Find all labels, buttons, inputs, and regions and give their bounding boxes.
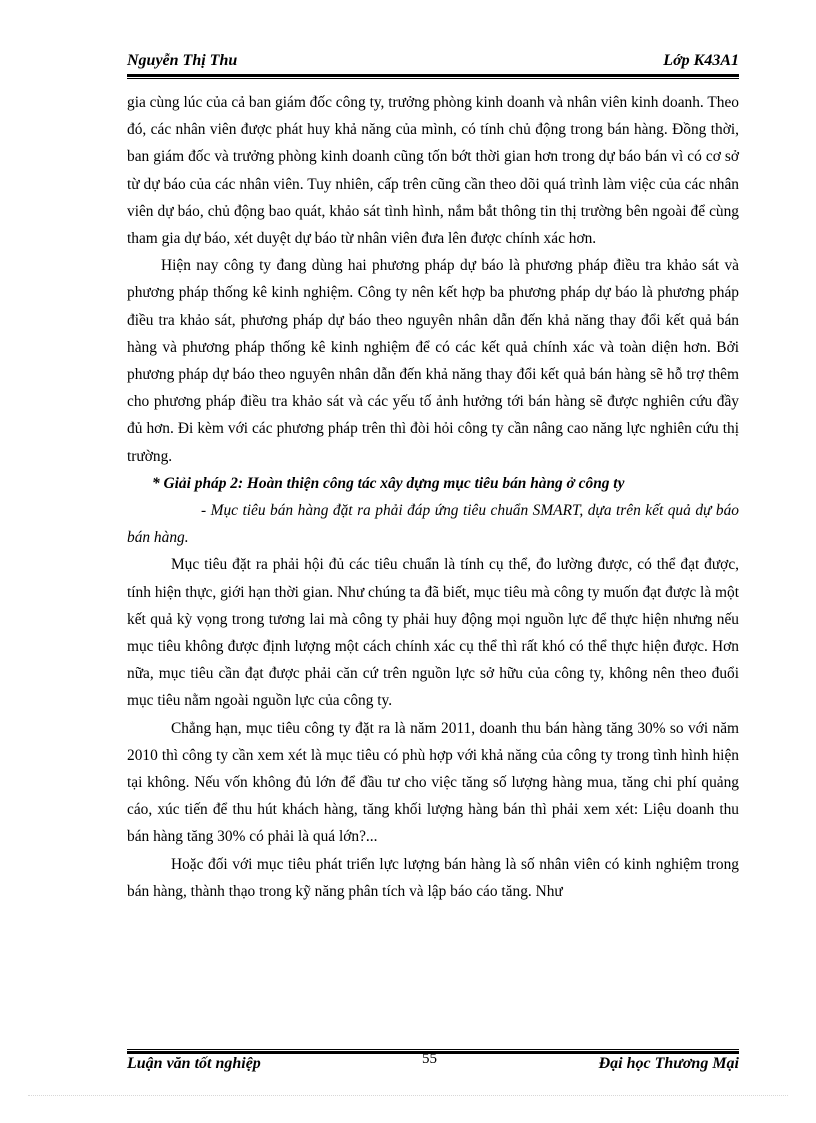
paragraph-2: Hiện nay công ty đang dùng hai phương pháp dự báo là phương pháp điều tra khảo sát và phương pháp thống kê kinh nghiệm. Công ty nên kết hợp ba phương pháp dự báo là phương pháp điều tra khảo sát, phương pháp dự báo theo nguyên nhân dẫn đến khả năng thay đổi kết quả bán hàng và phương pháp thống kê kinh nghiệm để có các kết quả chính xác và toàn diện hơn. Bởi phương pháp dự báo theo nguyên nhân dẫn đến khả năng thay đổi kết quả bán hàng sẽ hỗ trợ thêm cho phương pháp điều tra khảo sát và các yếu tố ảnh hưởng tới bán hàng sẽ được nghiên cứu đầy đủ hơn. Đi kèm với các phương pháp trên thì đòi hỏi công ty cần nâng cao năng lực nghiên cứu thị trường. bbox=[127, 257, 739, 465]
class-label: Lớp K43A1 bbox=[663, 52, 739, 69]
paragraph-1: gia cùng lúc của cả ban giám đốc công ty, trưởng phòng kinh doanh và nhân viên kinh doanh. Theo đó, các nhân viên được phát huy khả năng của mình, có tính chủ động trong bán hàng. Đồng thời, ban giám đốc và trưởng phòng kinh doanh cũng tốn bớt thời gian hơn trong dự báo bán vì có cơ sở từ dự báo của các nhân viên. Tuy nhiên, cấp trên cũng cần theo dõi quá trình làm việc của các nhân viên dự báo, chủ động bao quát, khảo sát tình hình, nắm bắt thông tin thị trường bên ngoài để cùng tham gia dự báo, xét duyệt dự báo từ nhân viên đưa lên được chính xác hơn. bbox=[127, 94, 739, 248]
page-edge-divider bbox=[28, 1095, 788, 1096]
paragraph-4: Chẳng hạn, mục tiêu công ty đặt ra là năm 2011, doanh thu bán hàng tăng 30% so với năm 2010 thì công ty cần xem xét là mục tiêu có phù hợp với khả năng của công ty trong tình hình hiện tại không. Nếu vốn không đủ lớn để đầu tư cho việc tăng số lượng hàng mua, tăng chi phí quảng cáo, xúc tiến để thu hút khách hàng, tăng khối lượng hàng bán thì phải xem xét: Liệu doanh thu bán hàng tăng 30% có phải là quá lớn?... bbox=[127, 719, 739, 846]
page-number: 55 bbox=[422, 1051, 437, 1067]
section-heading: * Giải pháp 2: Hoàn thiện công tác xây dựng mục tiêu bán hàng ở công ty bbox=[152, 474, 625, 492]
author-name: Nguyễn Thị Thu bbox=[127, 52, 238, 69]
paragraph-3: Mục tiêu đặt ra phải hội đủ các tiêu chuẩn là tính cụ thể, đo lường được, có thể đạt được, tính hiện thực, giới hạn thời gian. Như chúng ta đã biết, mục tiêu mà công ty muốn đạt được là một kết quả kỳ vọng trong tương lai mà công ty phải huy động mọi nguồn lực để thực hiện nhưng nếu mục tiêu không được định lượng một cách chính xác cụ thể thì rất khó có thể thực hiện được. Hơn nữa, mục tiêu cần đạt được phải căn cứ trên nguồn lực sở hữu của công ty, không nên theo đuổi mục tiêu nằm ngoài nguồn lực của công ty. bbox=[127, 556, 739, 710]
thesis-label: Luận văn tốt nghiệp bbox=[127, 1055, 261, 1072]
document-body bbox=[127, 89, 739, 905]
university-name: Đại học Thương Mại bbox=[598, 1055, 739, 1072]
page-header bbox=[127, 50, 739, 74]
page-footer bbox=[127, 1050, 739, 1080]
sub-heading: - Mục tiêu bán hàng đặt ra phải đáp ứng tiêu chuẩn SMART, dựa trên kết quả dự báo bán hàng. bbox=[127, 502, 739, 547]
header-rule bbox=[127, 74, 739, 79]
paragraph-5: Hoặc đối với mục tiêu phát triển lực lượng bán hàng là số nhân viên có kinh nghiệm trong bán hàng, thành thạo trong kỹ năng phân tích và lập báo cáo tăng. Như bbox=[127, 855, 739, 900]
